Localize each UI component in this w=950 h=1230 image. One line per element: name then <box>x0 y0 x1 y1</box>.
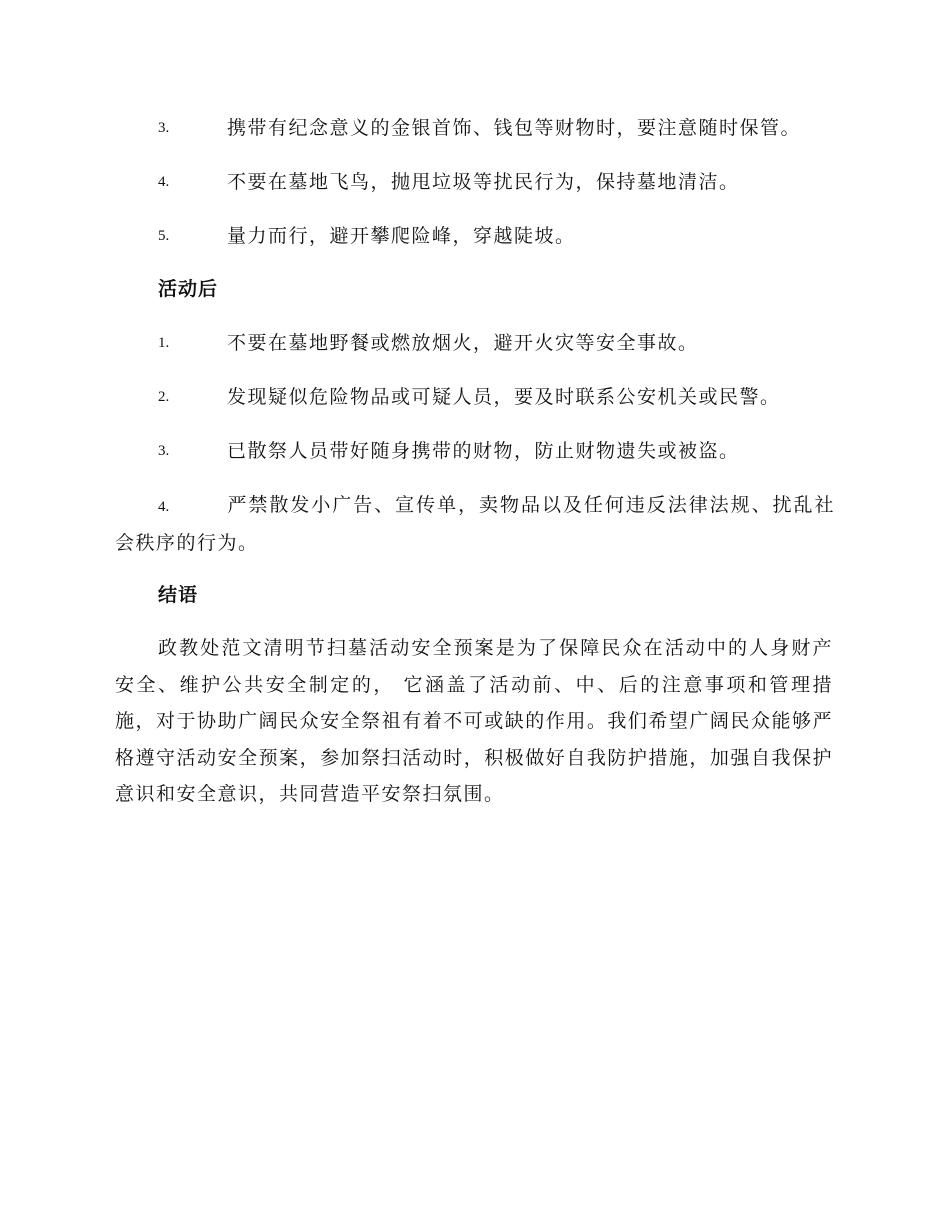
list-item-text: 发现疑似危险物品或可疑人员，要及时联系公安机关或民警。 <box>227 386 781 408</box>
list-item-number: 4. <box>158 174 170 190</box>
list-item-text: 严禁散发小广告、宣传单，卖物品以及任何违反法律法规、扰乱社会秩序的行为。 <box>115 494 835 554</box>
list-item-number: 1. <box>158 335 170 351</box>
list-item-number: 3. <box>158 120 170 136</box>
list-item-text: 量力而行，避开攀爬险峰，穿越陡坡。 <box>227 225 576 247</box>
list-item-text: 不要在墓地野餐或燃放烟火，避开火灾等安全事故。 <box>227 332 699 354</box>
list-item-number: 4. <box>158 499 170 515</box>
list-item-number: 2. <box>158 389 170 405</box>
conclusion-paragraph: 政教处范文清明节扫墓活动安全预案是为了保障民众在活动中的人身财产安全、维护公共安全制定的， 它涵盖了活动前、中、后的注意事项和管理措施，对于协助广阔民众安全祭祖有着不可或缺的作用。我们希望广阔民众能够严格遵守活动安全预案，参加祭扫活动时，积极做好自我防护措施，加强自我保护意识和安全意识，共同营造平安祭扫氛围。 <box>115 637 833 805</box>
list-item-number: 5. <box>158 228 170 244</box>
list-item-text: 已散祭人员带好随身携带的财物，防止财物遗失或被盗。 <box>227 440 740 462</box>
list-item <box>115 487 835 561</box>
list-item-number: 3. <box>158 443 170 459</box>
list-item-text: 携带有纪念意义的金银首饰、钱包等财物时，要注意随时保管。 <box>227 117 802 139</box>
section-heading-conclusion: 结语 <box>158 584 199 606</box>
list-item-text: 不要在墓地飞鸟，抛甩垃圾等扰民行为，保持墓地清洁。 <box>227 171 740 193</box>
section-heading-after: 活动后 <box>158 278 219 300</box>
